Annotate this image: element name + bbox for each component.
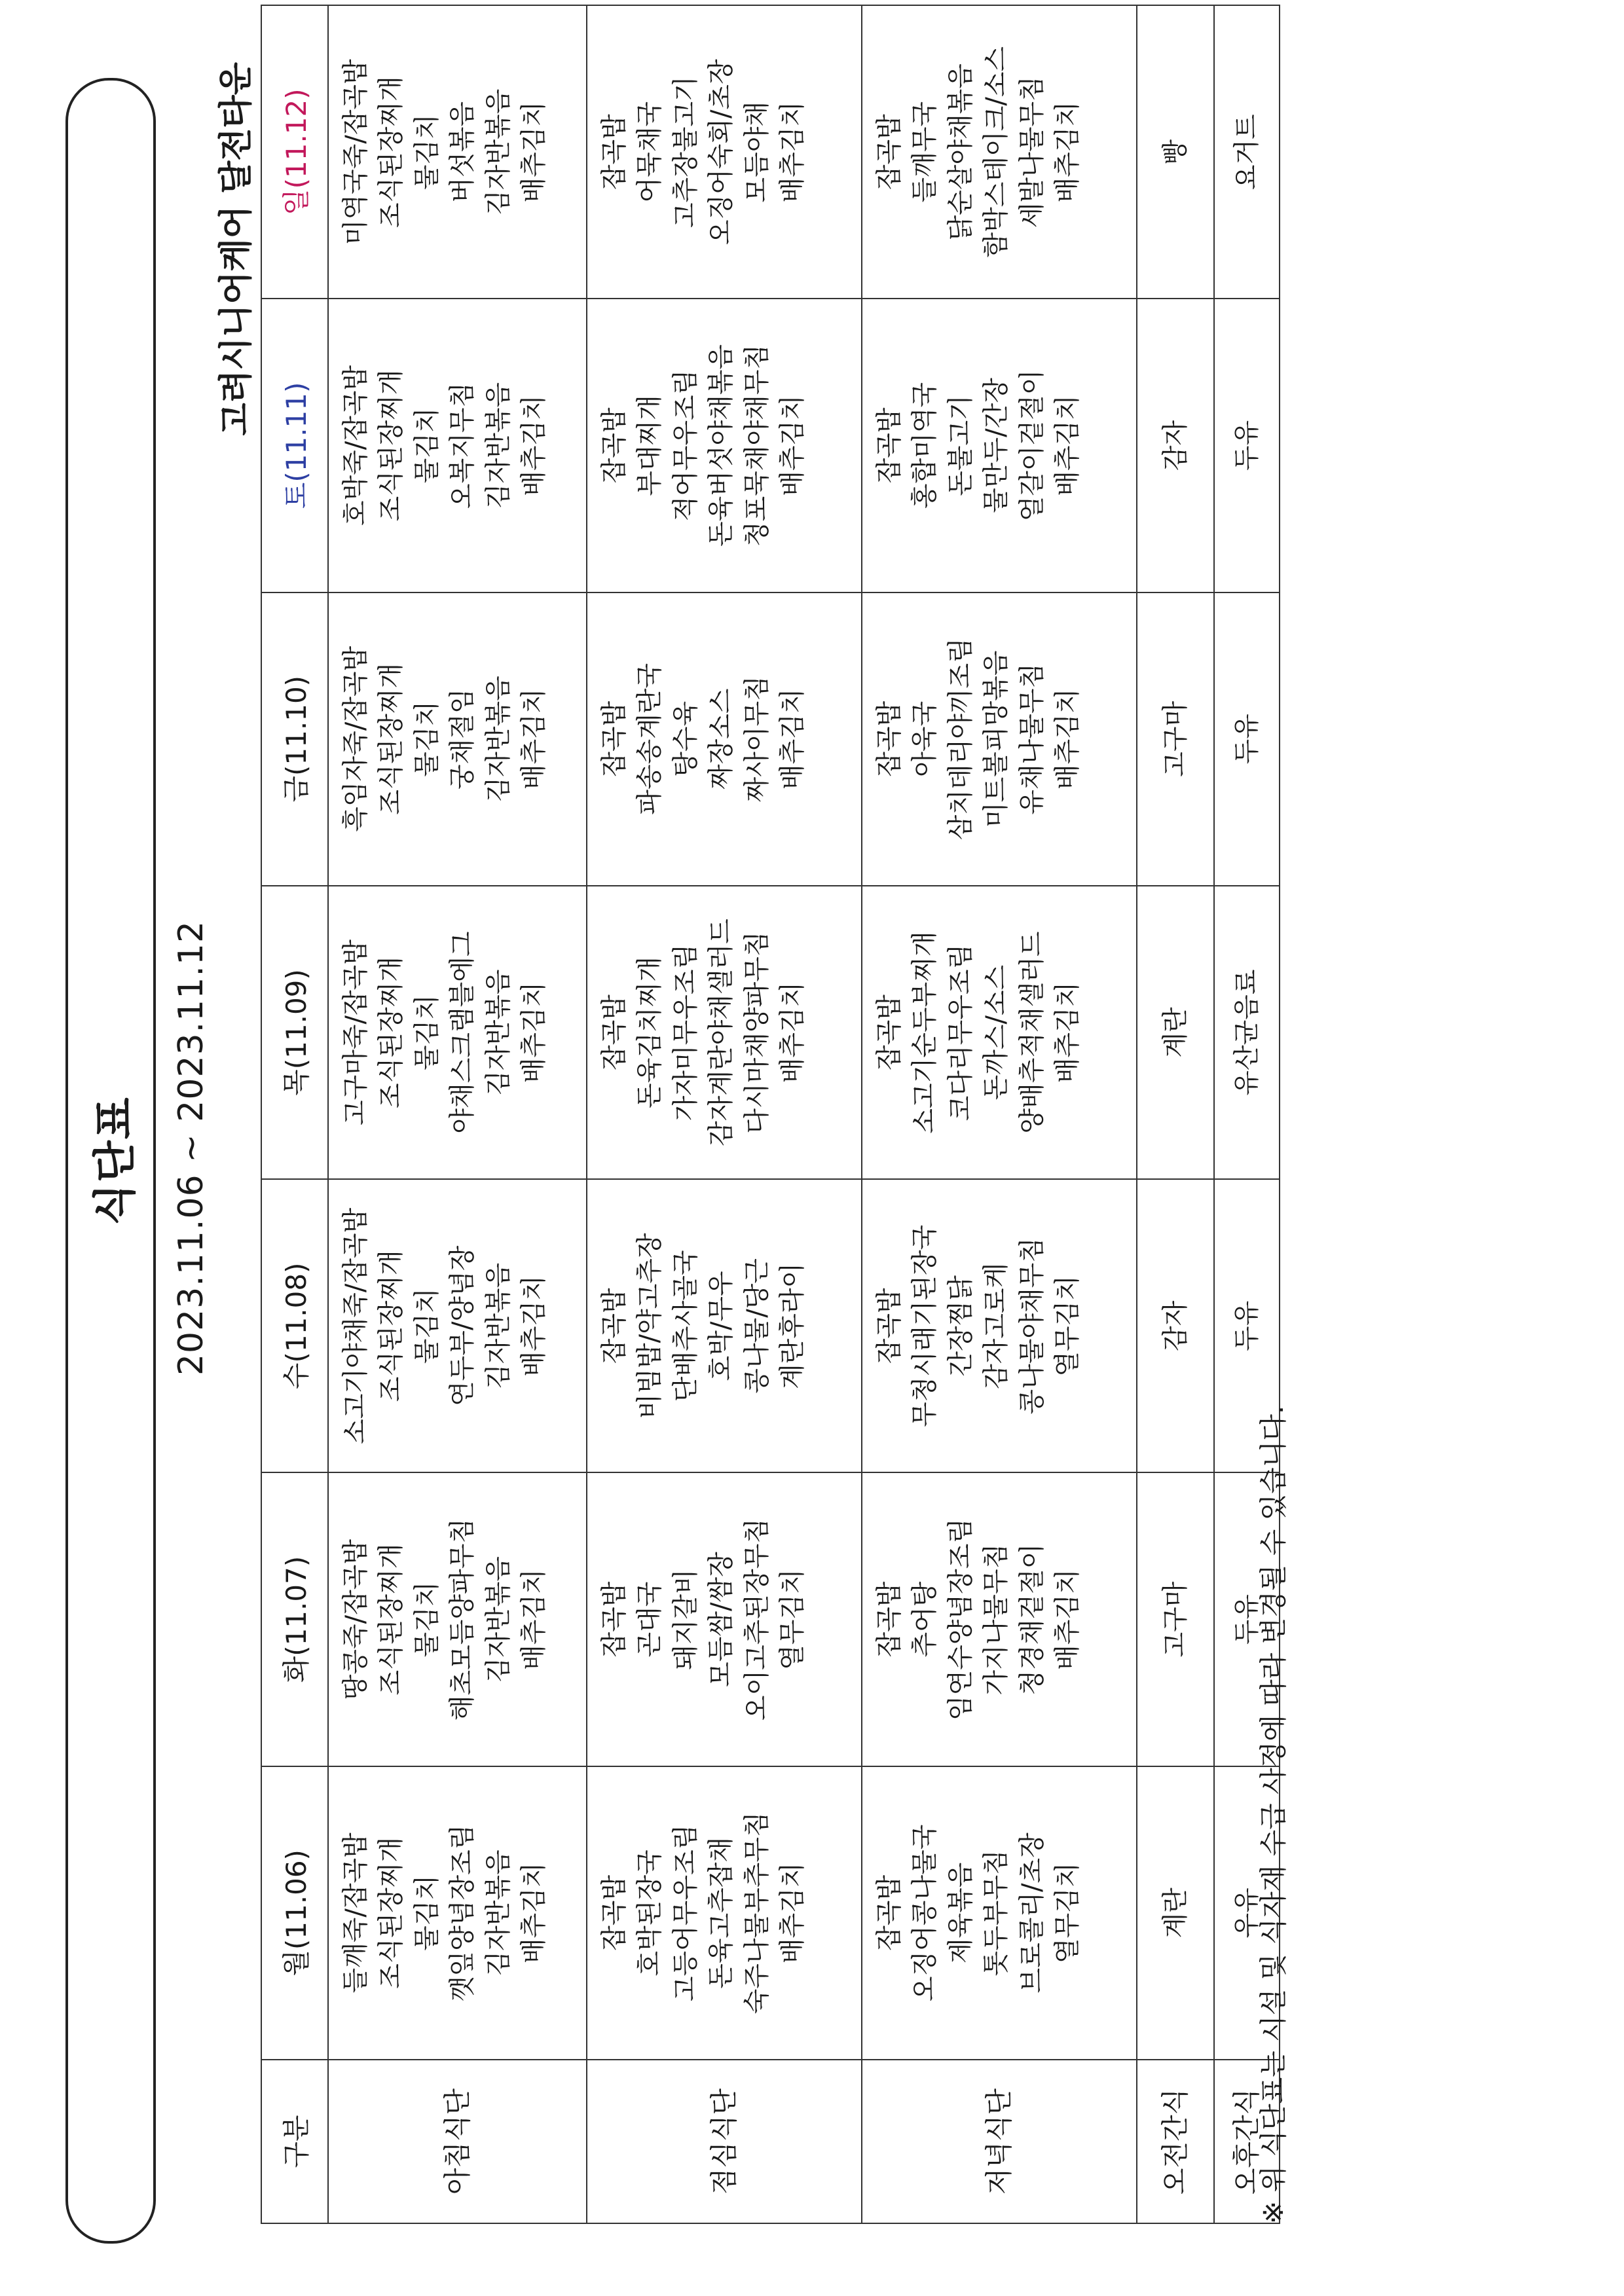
header-row xyxy=(261,5,328,2223)
menu-item: 흑임자죽/잡곡밥 xyxy=(341,646,371,832)
menu-item: 김자반볶음 xyxy=(483,969,513,1096)
menu-item: 고구마 xyxy=(1160,1581,1190,1658)
menu-item: 물김치 xyxy=(411,701,442,777)
menu-item: 청포묵채야채무침 xyxy=(741,344,772,547)
menu-item: 김자반볶음 xyxy=(483,676,513,803)
menu-item: 돈육버섯야채볶음 xyxy=(706,344,737,547)
menu-item: 배추김치 xyxy=(518,395,549,496)
menu-cell xyxy=(1214,299,1280,592)
menu-item: 배추김치 xyxy=(1052,688,1082,790)
menu-item: 땅콩죽/잡곡밥 xyxy=(341,1539,371,1700)
menu-item: 배추김치 xyxy=(777,1862,807,1964)
menu-item: 단배추사골국 xyxy=(670,1250,701,1402)
menu-item: 호박/무우 xyxy=(706,1271,737,1381)
breakfast-row xyxy=(328,5,587,2223)
menu-item: 배추김치 xyxy=(518,1862,549,1964)
menu-item: 계란 xyxy=(1160,1007,1190,1058)
menu-item: 부대찌개 xyxy=(635,395,665,496)
menu-item: 들깨무국 xyxy=(910,101,940,203)
menu-item: 가지나물무침 xyxy=(981,1543,1012,1696)
menu-item: 호박된장국 xyxy=(635,1850,665,1977)
row-label: 저녁식단 xyxy=(862,2060,1137,2223)
menu-table xyxy=(261,5,1280,2224)
menu-item: 콩나물/당근 xyxy=(741,1258,772,1394)
title-banner xyxy=(65,78,156,2244)
menu-item: 오이고추된장무침 xyxy=(741,1518,772,1721)
menu-item: 물김치 xyxy=(411,994,442,1070)
menu-item: 아욱국 xyxy=(910,701,940,777)
menu-item: 소고기야채죽/잡곡밥 xyxy=(341,1207,371,1444)
corner-header: 구분 xyxy=(261,2060,328,2223)
menu-item: 홍합미역국 xyxy=(910,382,940,509)
menu-item: 추어탕 xyxy=(910,1581,940,1658)
day-header: 목(11.09) xyxy=(261,886,328,1179)
menu-item: 물김치 xyxy=(411,1288,442,1364)
menu-item: 열무김치 xyxy=(1052,1275,1082,1377)
menu-item: 고구마 xyxy=(1160,701,1190,777)
menu-item: 두유 xyxy=(1231,1594,1262,1645)
menu-cell xyxy=(862,592,1137,886)
menu-item: 고등어무우조림 xyxy=(670,1824,701,2002)
menu-cell xyxy=(328,1472,587,1766)
menu-item: 배추김치 xyxy=(518,101,549,203)
menu-cell xyxy=(587,1179,862,1472)
menu-item: 김자반볶음 xyxy=(483,88,513,215)
menu-item: 삼치데리야끼조림 xyxy=(945,638,976,841)
menu-cell xyxy=(328,299,587,592)
menu-cell xyxy=(328,886,587,1179)
menu-cell xyxy=(587,886,862,1179)
menu-item: 배추김치 xyxy=(518,1275,549,1377)
menu-item: 계란후라이 xyxy=(777,1262,807,1389)
row-label: 아침식단 xyxy=(328,2060,587,2223)
menu-cell xyxy=(587,299,862,592)
menu-cell xyxy=(1137,886,1214,1179)
menu-cell xyxy=(587,1472,862,1766)
menu-item: 배추김치 xyxy=(777,395,807,496)
menu-item: 배추김치 xyxy=(1052,981,1082,1084)
menu-item: 잡곡밥 xyxy=(874,407,904,484)
menu-cell xyxy=(1214,5,1280,299)
menu-item: 잡곡밥 xyxy=(874,114,904,191)
menu-item: 버섯볶음 xyxy=(447,101,478,203)
menu-cell xyxy=(862,886,1137,1179)
menu-item: 잡곡밥 xyxy=(874,1874,904,1951)
menu-item: 돈불고기 xyxy=(945,395,976,496)
menu-item: 물만두/간장 xyxy=(981,378,1012,513)
menu-cell xyxy=(1137,1472,1214,1766)
menu-item: 양배추적채샐러드 xyxy=(1016,931,1047,1134)
menu-item: 잡곡밥 xyxy=(599,114,629,191)
menu-item: 감자계란야채샐러드 xyxy=(706,919,737,1146)
menu-item: 호박죽/잡곡밥 xyxy=(341,365,371,526)
menu-item: 두유 xyxy=(1231,420,1262,471)
menu-item: 계란 xyxy=(1160,1887,1190,1939)
menu-item: 고추장불고기 xyxy=(670,76,701,228)
menu-cell xyxy=(1137,1766,1214,2060)
menu-item: 함박스테이크/소스 xyxy=(981,46,1012,258)
menu-item: 파송송계란국 xyxy=(635,663,665,815)
menu-cell xyxy=(862,1766,1137,2060)
menu-item: 물김치 xyxy=(411,407,442,484)
menu-item: 잡곡밥 xyxy=(599,701,629,777)
date-range: 2023.11.06 ~ 2023.11.12 xyxy=(172,920,211,1376)
menu-body xyxy=(328,5,1280,2223)
menu-item: 조식된장찌개 xyxy=(376,369,407,522)
menu-item: 열무김치 xyxy=(777,1569,807,1670)
footnote: ※ 위 식단표는 시설 및 식자재 수급 사정에 따라 변경될 수 있습니다. xyxy=(1257,1405,1289,2224)
menu-cell xyxy=(862,299,1137,592)
menu-item: 깻잎양념장조림 xyxy=(447,1824,478,2002)
menu-item: 물김치 xyxy=(411,1874,442,1951)
menu-item: 잡곡밥 xyxy=(874,1288,904,1364)
menu-item: 잡곡밥 xyxy=(599,1288,629,1364)
menu-item: 간장찜닭 xyxy=(945,1275,976,1377)
menu-item: 배추김치 xyxy=(518,981,549,1084)
menu-item: 잡곡밥 xyxy=(599,994,629,1070)
menu-cell xyxy=(862,5,1137,299)
menu-item: 열무김치 xyxy=(1052,1862,1082,1964)
menu-item: 고구마죽/잡곡밥 xyxy=(341,939,371,1125)
menu-item: 탕수육 xyxy=(670,701,701,777)
menu-cell xyxy=(328,5,587,299)
day-header-saturday: 토(11.11) xyxy=(261,299,328,592)
menu-item: 제육볶음 xyxy=(945,1862,976,1964)
facility-name: 고려시니어케어 달전타운 xyxy=(217,62,256,436)
menu-item: 감자 xyxy=(1160,420,1190,471)
page-title: 식단표 xyxy=(89,1096,140,1226)
menu-item: 배추김치 xyxy=(1052,395,1082,496)
menu-item: 잡곡밥 xyxy=(874,994,904,1070)
day-header: 화(11.07) xyxy=(261,1472,328,1766)
menu-item: 잡곡밥 xyxy=(599,1874,629,1951)
menu-item: 비빔밥/약고추장 xyxy=(635,1233,665,1419)
menu-cell xyxy=(328,592,587,886)
day-header: 금(11.10) xyxy=(261,592,328,886)
menu-item: 두유 xyxy=(1231,1300,1262,1351)
menu-item: 코다리무우조림 xyxy=(945,943,976,1121)
menu-item: 잡곡밥 xyxy=(599,407,629,484)
menu-item: 톳두부무침 xyxy=(981,1850,1012,1977)
menu-item: 세발나물무침 xyxy=(1016,76,1047,228)
morning-snack-row xyxy=(1137,5,1214,2223)
menu-item: 가자미무우조림 xyxy=(670,943,701,1121)
menu-cell xyxy=(1137,299,1214,592)
menu-item: 잡곡밥 xyxy=(874,1581,904,1658)
day-header: 수(11.08) xyxy=(261,1179,328,1472)
menu-item: 잡곡밥 xyxy=(874,701,904,777)
day-header-sunday: 일(11.12) xyxy=(261,5,328,299)
menu-item: 유산균음료 xyxy=(1231,969,1262,1096)
menu-item: 궁채절임 xyxy=(447,688,478,790)
menu-item: 얼갈이겉절이 xyxy=(1016,369,1047,522)
menu-item: 배추김치 xyxy=(518,688,549,790)
menu-item: 오복지무침 xyxy=(447,382,478,509)
menu-item: 김자반볶음 xyxy=(483,382,513,509)
menu-item: 야채스크램블에그 xyxy=(447,931,478,1134)
menu-item: 배추김치 xyxy=(777,101,807,203)
menu-cell xyxy=(328,1179,587,1472)
menu-item: 요거트 xyxy=(1231,114,1262,191)
menu-cell xyxy=(862,1179,1137,1472)
menu-item: 미트볼피망볶음 xyxy=(981,650,1012,828)
menu-item: 유채나물무침 xyxy=(1016,663,1047,815)
menu-item: 우유 xyxy=(1231,1887,1262,1939)
menu-item: 조식된장찌개 xyxy=(376,957,407,1108)
menu-item: 짜사이무침 xyxy=(741,676,772,803)
menu-item: 돈까스/소스 xyxy=(981,964,1012,1101)
menu-cell xyxy=(1214,886,1280,1179)
menu-item: 조식된장찌개 xyxy=(376,663,407,815)
menu-item: 무청시래기된장국 xyxy=(910,1224,940,1427)
menu-item: 닭순살야채볶음 xyxy=(945,63,976,241)
menu-item: 들깨죽/잡곡밥 xyxy=(341,1832,371,1994)
menu-item: 숙주나물부추무침 xyxy=(741,1812,772,2014)
menu-item: 브로콜리/초장 xyxy=(1016,1832,1047,1994)
menu-item: 짜장소스 xyxy=(706,688,737,790)
menu-item: 돈육고추잡채 xyxy=(706,1836,737,1989)
menu-item: 감자 xyxy=(1160,1300,1190,1351)
menu-item: 돈육김치찌개 xyxy=(635,957,665,1108)
menu-item: 김자반볶음 xyxy=(483,1850,513,1977)
menu-item: 다시마채양파무침 xyxy=(741,931,772,1134)
day-header: 월(11.06) xyxy=(261,1766,328,2060)
menu-item: 미역국죽/잡곡밥 xyxy=(341,59,371,246)
menu-cell xyxy=(587,592,862,886)
menu-item: 물김치 xyxy=(411,1581,442,1658)
menu-item: 해초모듬양파무침 xyxy=(447,1518,478,1721)
menu-item: 소고기순두부찌개 xyxy=(910,931,940,1134)
menu-item: 조식된장찌개 xyxy=(376,1543,407,1696)
menu-item: 조식된장찌개 xyxy=(376,1250,407,1402)
menu-item: 배추김치 xyxy=(518,1569,549,1670)
menu-item: 배추김치 xyxy=(1052,101,1082,203)
menu-item: 연두부/양념장 xyxy=(447,1245,478,1406)
menu-item: 빵 xyxy=(1160,139,1190,165)
dinner-row xyxy=(862,5,1137,2223)
menu-cell xyxy=(1137,592,1214,886)
menu-cell xyxy=(1214,592,1280,886)
menu-item: 조식된장찌개 xyxy=(376,1836,407,1989)
menu-item: 배추김치 xyxy=(1052,1569,1082,1670)
menu-item: 적어무우조림 xyxy=(670,369,701,522)
menu-item: 두유 xyxy=(1231,714,1262,765)
menu-cell xyxy=(587,5,862,299)
menu-item: 모듬쌈/쌈장 xyxy=(706,1552,737,1687)
row-label: 오후간식 xyxy=(1214,2060,1280,2223)
menu-item: 조식된장찌개 xyxy=(376,76,407,228)
menu-item: 배추김치 xyxy=(777,688,807,790)
menu-item: 잡곡밥 xyxy=(599,1581,629,1658)
menu-item: 임연수양념장조림 xyxy=(945,1518,976,1721)
menu-item: 배추김치 xyxy=(777,981,807,1084)
menu-item: 오징어콩나물국 xyxy=(910,1824,940,2002)
menu-item: 모듬야채 xyxy=(741,101,772,203)
menu-item: 물김치 xyxy=(411,114,442,191)
menu-cell xyxy=(1137,1179,1214,1472)
menu-item: 곤대국 xyxy=(635,1581,665,1658)
menu-item: 어묵채국 xyxy=(635,101,665,203)
menu-item: 돼지갈비 xyxy=(670,1569,701,1670)
menu-cell xyxy=(862,1472,1137,1766)
menu-item: 김자반볶음 xyxy=(483,1556,513,1683)
menu-item: 콩나물야채무침 xyxy=(1016,1237,1047,1415)
menu-cell xyxy=(1137,5,1214,299)
row-label: 점심식단 xyxy=(587,2060,862,2223)
menu-item: 감자고로케 xyxy=(981,1262,1012,1389)
lunch-row xyxy=(587,5,862,2223)
menu-cell xyxy=(587,1766,862,2060)
menu-item: 오징어숙회/초장 xyxy=(706,59,737,246)
menu-item: 청경채겉절이 xyxy=(1016,1543,1047,1696)
menu-cell xyxy=(328,1766,587,2060)
menu-item: 김자반볶음 xyxy=(483,1262,513,1389)
row-label: 오전간식 xyxy=(1137,2060,1214,2223)
